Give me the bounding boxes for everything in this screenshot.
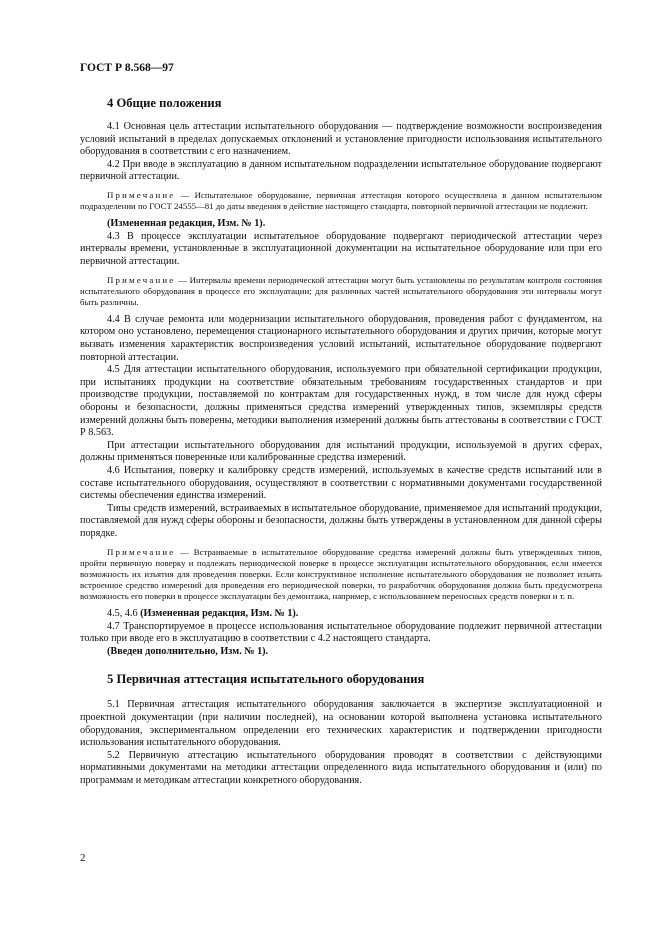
paragraph-4-2: 4.2 При вводе в эксплуатацию в данном испытательном подразделении испытательное оборудование подвергают первичной аттестации.: [80, 158, 602, 183]
note-2: [80, 275, 602, 308]
paragraph-4-7: 4.7 Транспортируемое в процессе использования испытательное оборудование подлежит первичной аттестации только при вводе его в эксплуатацию в соответствии с 4.2 настоящего стандарта.: [80, 620, 602, 645]
paragraph-5-1: 5.1 Первичная аттестация испытательного оборудования заключается в экспертизе эксплуатационной и проектной документации (при наличии последней), на основании которой выполнена установка испытательного оборудования, экспериментальном определении его технических характеристик и подтверждении пригодности использования испытательного оборудования.: [80, 699, 602, 749]
page-number: 2: [80, 852, 86, 864]
note-1: [80, 190, 602, 212]
paragraph-4-6-continued: Типы средств измерений, встраиваемых в испытательное оборудование, применяемое для испытаний продукции, поставляемой для нужд сферы обороны и безопасности, должны быть утверждены в установленном для данной сферы порядке.: [80, 502, 602, 539]
note-1-text: — Испытательное оборудование, первичная аттестация которого осуществлена в данном испытательном подразделении по ГОСТ 24555—81 до даты введения в действие настоящего стандарта, повторной первичной аттестации не подлежит.: [80, 189, 602, 212]
edit-note-2-text: (Измененная редакция, Изм. № 1).: [140, 607, 299, 619]
edit-note-1: (Измененная редакция, Изм. № 1).: [107, 218, 266, 230]
paragraph-4-5: 4.5 Для аттестации испытательного оборудования, используемого при обязательной сертификации продукции, при испытаниях продукции на соответствие обязательным требованиям государственных стандартов и при производстве продукции, поставляемой по контрактам для государственных нужд, в том числе для нужд сферы обороны и безопасности, должны применяться средства измерений утвержденных типов, экземпляры средств измерений должны быть поверены, методики выполнения измерений должны быть аттестованы в соответствии с ГОСТ Р 8.563.: [80, 364, 602, 439]
note-label: Примечание: [107, 189, 176, 200]
section-5-title: 5 Первичная аттестация испытательного оборудования: [107, 672, 425, 687]
paragraph-4-4: 4.4 В случае ремонта или модернизации испытательного оборудования, проведения работ с фундаментом, на котором оно установлено, перемещения стационарного испытательного оборудования и других причин, которые могут вызвать изменения характеристик воспроизведения условий испытаний, испытательное оборудование подвергают повторной аттестации.: [80, 313, 602, 363]
paragraph-4-1: 4.1 Основная цель аттестации испытательного оборудования — подтверждение возможности воспроизведения условий испытаний в пределах допускаемых отклонений и установление пригодности использования испытательного оборудования в соответствии с его назначением.: [80, 121, 602, 158]
edit-note-2: [80, 608, 602, 621]
note-3-text: — Встраиваемые в испытательное оборудование средства измерений должны быть утвержденных типов, пройти первичную поверку и подлежать периодической поверке в процессе эксплуатации испытательного оборудования, если имеется возможность их изъятия для проведения поверки. Если конструктивное исполнение испытательного оборудования не позволяет изъять встроенное средство измерений для проведения его периодической поверки, то разработчик оборудования должна быть предусмотрена возможность его поверки в процессе эксплуатации без демонтажа, например, с использованием переносных средств поверки и т. п.: [80, 546, 602, 601]
paragraph-4-3: 4.3 В процессе эксплуатации испытательное оборудование подвергают периодической аттестации через интервалы времени, установленные в эксплуатационной документации на испытательное оборудование или при его первичной аттестации.: [80, 230, 602, 267]
note-label: Примечание: [107, 546, 176, 557]
added-note-1: (Введен дополнительно, Изм. № 1).: [107, 645, 269, 657]
note-3: [80, 547, 602, 602]
paragraph-4-5-continued: При аттестации испытательного оборудования для испытаний продукции, используемой в других сферах, должны применяться поверенные или калиброванные средства измерений.: [80, 439, 602, 464]
edit-note-2-prefix: 4.5, 4.6: [107, 607, 141, 619]
note-label: Примечание: [107, 274, 176, 285]
paragraph-4-6: 4.6 Испытания, поверку и калибровку средств измерений, используемых в качестве средств испытаний или в составе испытательного оборудования, осуществляют в соответствии с нормативными документами государственной системы обеспечения единства измерений.: [80, 464, 602, 502]
paragraph-5-2: 5.2 Первичную аттестацию испытательного оборудования проводят в соответствии с действующими нормативными документами на методики аттестации определенного вида испытательного оборудования и (или) по программам и методикам аттестации конкретного оборудования.: [80, 749, 602, 786]
note-2-text: — Интервалы времени периодической аттестации могут быть установлены по результатам контроля состояния испытательного оборудования в процессе его эксплуатации; для различных частей испытательного оборудования эти интервалы могут быть различны.: [80, 274, 602, 307]
standard-header: ГОСТ Р 8.568—97: [80, 62, 174, 74]
section-4-title: 4 Общие положения: [107, 96, 222, 110]
page-content: [80, 96, 602, 788]
